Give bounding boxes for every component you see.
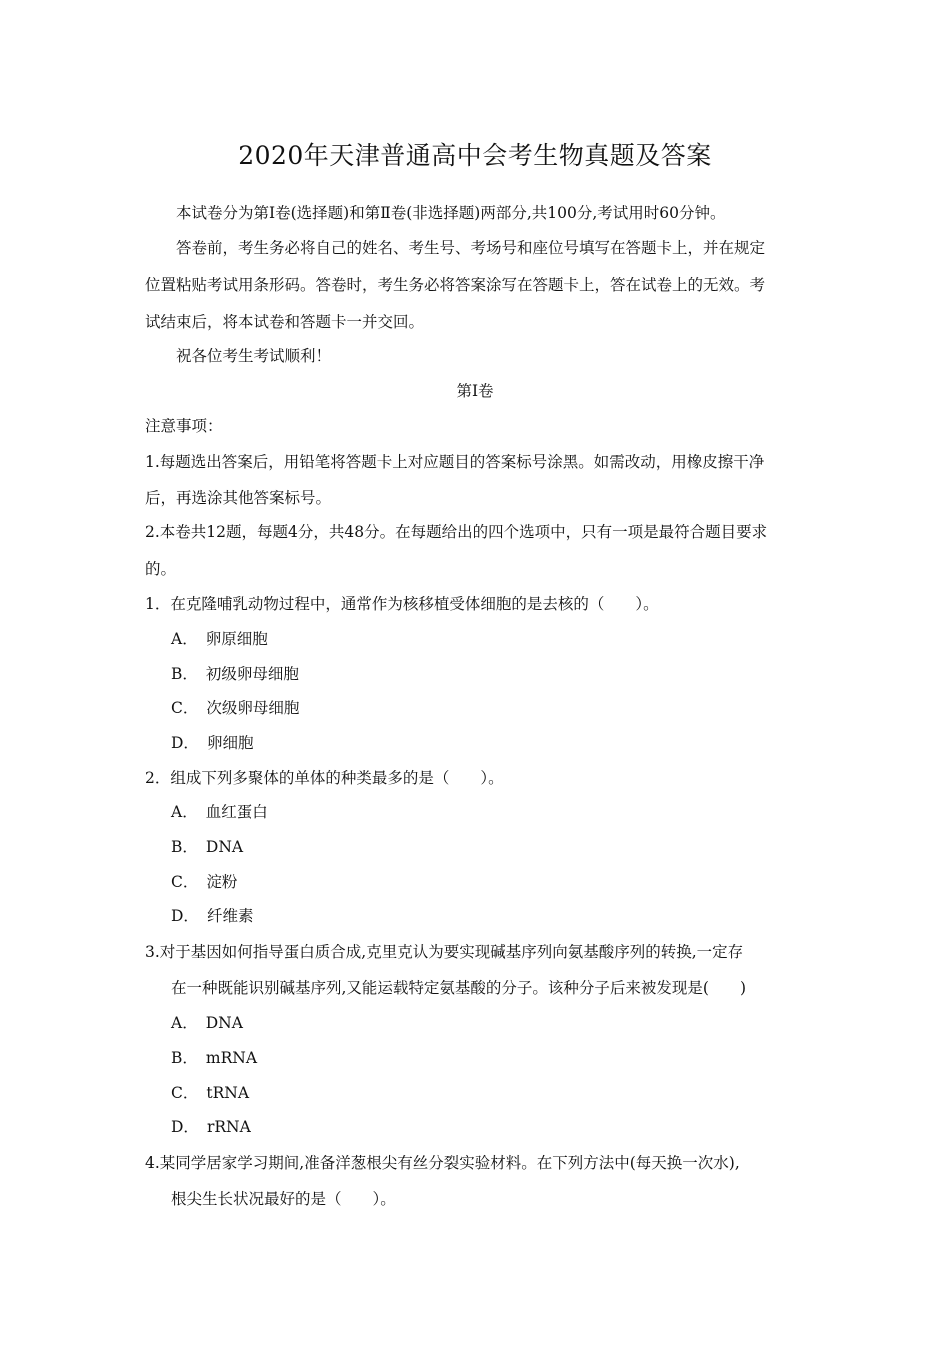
option-text: DNA <box>205 1014 243 1032</box>
intro-paragraph-2-line-1: 答卷前，考生务必将自己的姓名、考生号、考场号和座位号填写在答题卡上，并在规定 <box>176 239 766 257</box>
notice-2-line-2: 的。 <box>145 560 177 578</box>
option-text: tRNA <box>206 1084 250 1102</box>
option-letter: D． <box>171 907 199 925</box>
question-2-option-a <box>171 802 268 822</box>
option-text: rRNA <box>206 1118 251 1136</box>
notice-label: 注意事项： <box>145 417 223 435</box>
question-3-stem-line-2: 在一种既能识别碱基序列,又能运载特定氨基酸的分子。该种分子后来被发现是( ) <box>171 979 747 997</box>
notice-1-line-2: 后，再选涂其他答案标号。 <box>145 489 332 507</box>
question-2-option-d <box>171 906 253 926</box>
option-letter: A． <box>171 1014 198 1032</box>
option-letter: D． <box>171 1118 199 1136</box>
option-letter: D． <box>171 734 199 752</box>
option-text: DNA <box>205 838 244 856</box>
question-3-option-c <box>171 1083 249 1103</box>
option-letter: B． <box>171 838 198 856</box>
question-2-stem: 2．组成下列多聚体的单体的种类最多的是（ ）。 <box>145 769 504 787</box>
option-text: mRNA <box>205 1049 258 1067</box>
option-letter: B． <box>171 1049 198 1067</box>
question-3-option-a <box>171 1013 243 1033</box>
question-2-option-c <box>171 872 237 892</box>
section-title: 第Ⅰ卷 <box>456 382 494 400</box>
option-text: 次级卵母细胞 <box>206 699 300 717</box>
option-letter: B． <box>171 665 198 683</box>
option-text: 卵原细胞 <box>205 630 268 648</box>
option-letter: A． <box>171 803 198 821</box>
notice-2-line-1: 2.本卷共12题，每题4分，共48分。在每题给出的四个选项中，只有一项是最符合题目要求 <box>145 523 768 541</box>
question-1-option-a <box>171 629 268 649</box>
option-text: 淀粉 <box>206 873 238 891</box>
option-text: 初级卵母细胞 <box>205 665 299 683</box>
option-letter: C． <box>171 873 199 891</box>
intro-paragraph-2-line-3: 试结束后，将本试卷和答题卡一并交回。 <box>145 313 425 331</box>
question-3-option-b <box>171 1048 257 1068</box>
question-1-stem: 1．在克隆哺乳动物过程中，通常作为核移植受体细胞的是去核的（ ）。 <box>145 595 659 613</box>
question-1-option-d <box>171 733 253 753</box>
notice-1-line-1: 1.每题选出答案后，用铅笔将答题卡上对应题目的答案标号涂黑。如需改动，用橡皮擦干净 <box>145 453 765 471</box>
question-4-stem-line-2: 根尖生长状况最好的是（ ）。 <box>171 1190 396 1208</box>
question-3-stem-line-1: 3.对于基因如何指导蛋白质合成,克里克认为要实现碱基序列向氨基酸序列的转换,一定存 <box>145 943 744 961</box>
option-text: 纤维素 <box>206 907 254 925</box>
question-4-stem-line-1: 4.某同学居家学习期间,准备洋葱根尖有丝分裂实验材料。在下列方法中(每天换一次水), <box>145 1154 740 1172</box>
intro-paragraph-2-line-2: 位置粘贴考试用条形码。答卷时，考生务必将答案涂写在答题卡上，答在试卷上的无效。考 <box>145 276 766 294</box>
question-1-option-b <box>171 664 299 684</box>
document-title: 2020年天津普通高中会考生物真题及答案 <box>238 141 712 170</box>
intro-paragraph-3: 祝各位考生考试顺利！ <box>176 347 332 365</box>
option-text: 卵细胞 <box>206 734 254 752</box>
option-letter: C． <box>171 699 199 717</box>
option-text: 血红蛋白 <box>205 803 268 821</box>
option-letter: C． <box>171 1084 199 1102</box>
question-2-option-b <box>171 837 243 857</box>
question-3-option-d <box>171 1117 251 1137</box>
option-letter: A． <box>171 630 198 648</box>
question-1-option-c <box>171 698 299 718</box>
intro-paragraph-1: 本试卷分为第Ⅰ卷(选择题)和第Ⅱ卷(非选择题)两部分,共100分,考试用时60分钟。 <box>176 204 726 222</box>
